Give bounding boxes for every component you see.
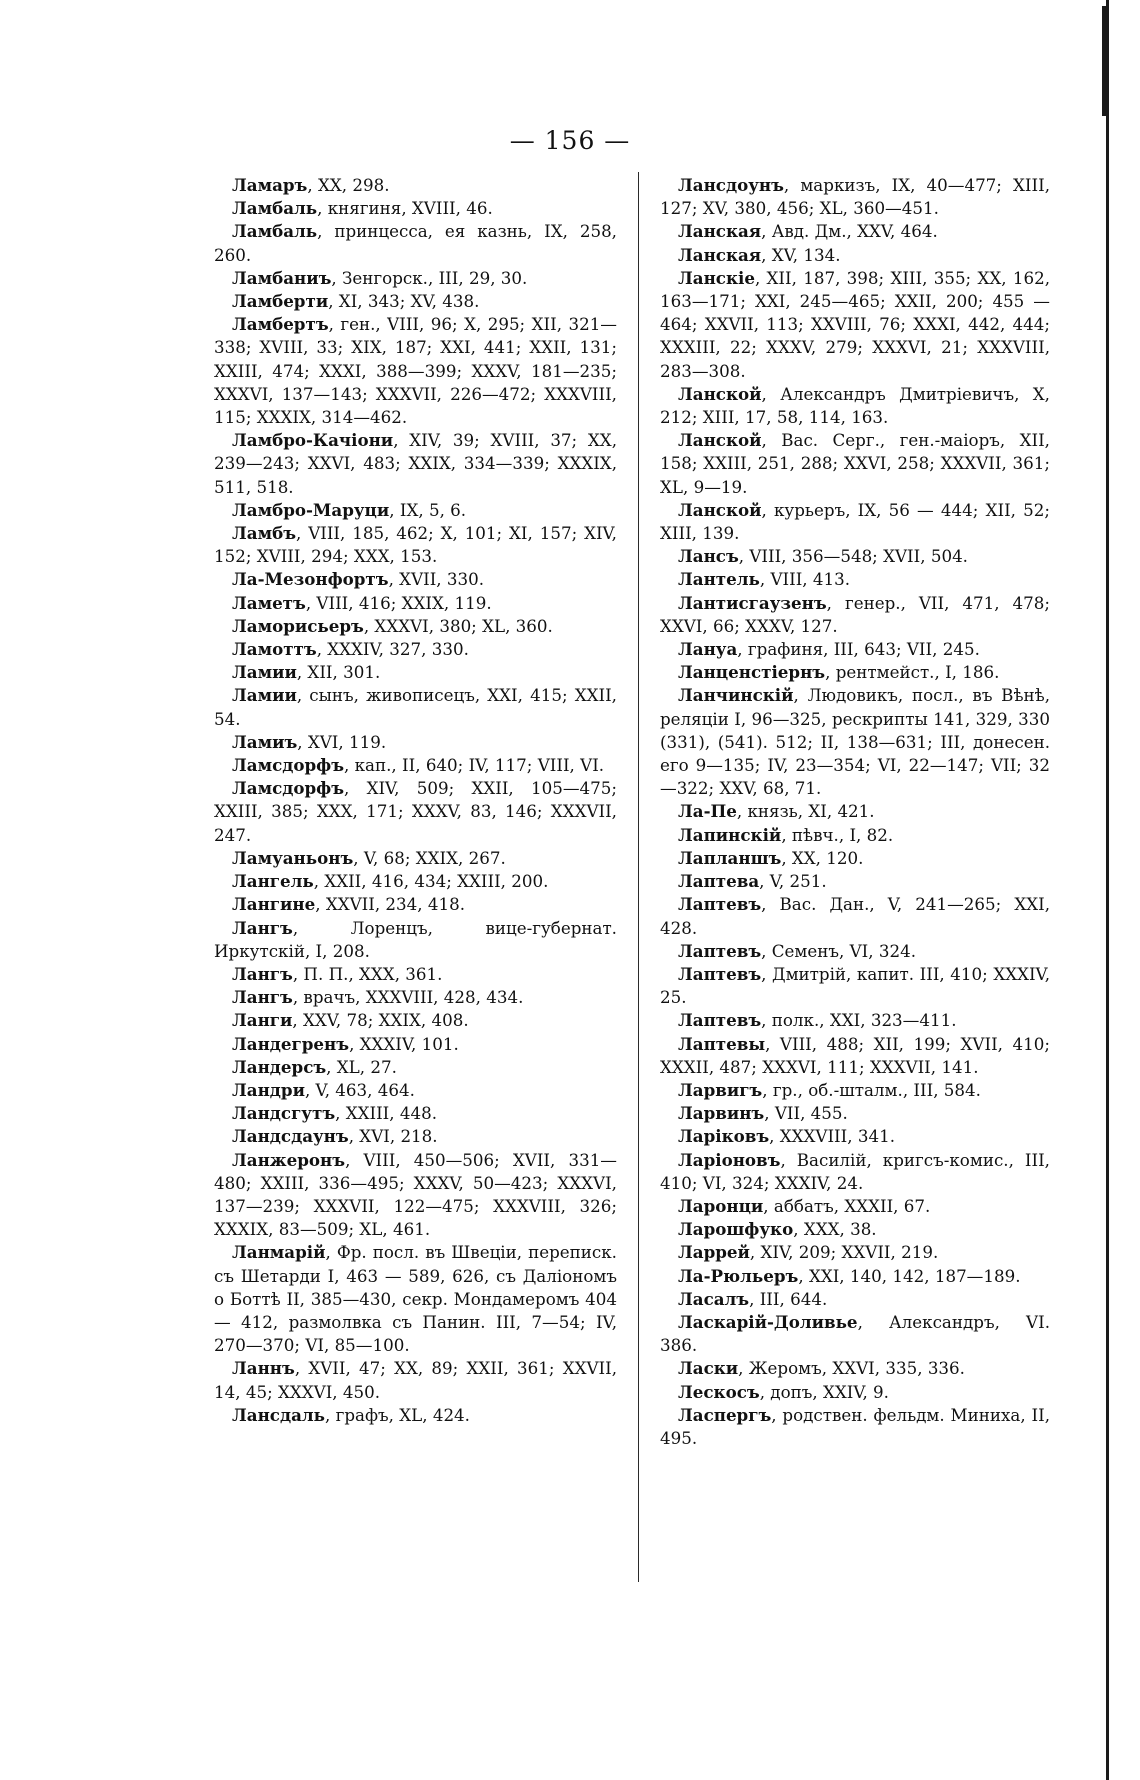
entry-references: , Авд. Дм., XXV, 464. (761, 221, 938, 242)
index-entry (660, 1102, 1050, 1125)
entry-headword: Ланской (678, 430, 762, 451)
index-entry (660, 800, 1050, 823)
entry-references: , ген., VIII, 96; X, 295; XII, 321—338; XVIII, 33; XIX, 187; XXI, 441; XXII, 131; XXIII, 474; XXXI, 388—399; XXXV, 181—235; XXXVI, 137—143; XXXVII, 226—472; XXXVIII, 115; XXXIX, 314—462. (214, 314, 617, 428)
entry-references: , Василій, кригсъ-комис., III, 410; VI, 324; XXXIV, 24. (660, 1149, 1050, 1193)
entry-references: , Семенъ, VI, 324. (761, 940, 917, 961)
index-entry (660, 383, 1050, 429)
entry-headword: Ламуаньонъ (232, 847, 354, 868)
entry-references: , XXVII, 234, 418. (315, 894, 466, 915)
entry-headword: Лескосъ (678, 1381, 760, 1402)
index-entry (660, 870, 1050, 893)
entry-headword: Лаптева (678, 871, 760, 892)
entry-references: , XXXIV, 327, 330. (316, 639, 469, 660)
index-entry (214, 197, 617, 220)
entry-headword: Ла-Пе (678, 801, 737, 822)
entry-references: , П. П., XXX, 361. (292, 963, 443, 984)
index-entry (214, 661, 617, 684)
entry-references: , XI, 343; XV, 438. (328, 291, 480, 312)
entry-references: , аббатъ, XXXII, 67. (763, 1195, 931, 1216)
entry-references: , Фр. посл. въ Швеціи, переписк. съ Шетарди I, 463 — 589, 626, съ Даліономъ о Боттѣ II, 385—430, секр. Мондамеромъ 404 — 412, размолвка съ Панин. III, 7—54; IV, 270—370; VI, 85—100. (214, 1242, 617, 1356)
entry-headword: Лангъ (232, 987, 293, 1008)
entry-references: , графъ, XL, 424. (324, 1404, 470, 1425)
entry-headword: Ланмарій (232, 1242, 326, 1263)
entry-references: , XXXIV, 101. (349, 1033, 459, 1054)
index-entry (660, 684, 1050, 800)
index-entry (660, 1241, 1050, 1264)
entry-headword: Лангине (232, 894, 316, 915)
entry-headword: Лаптевы (678, 1033, 766, 1054)
index-entry (660, 1149, 1050, 1195)
entry-references: , V, 463, 464. (304, 1079, 415, 1100)
entry-references: , XVI, 119. (297, 731, 387, 752)
index-entry (214, 777, 617, 847)
entry-headword: Лансдоунъ (678, 175, 784, 195)
entry-headword: Ламсдорфъ (232, 755, 344, 776)
entry-references: , XV, 134. (761, 244, 841, 265)
index-entry (660, 545, 1050, 568)
entry-references: , княгиня, XVIII, 46. (317, 198, 493, 219)
entry-references: , XIV, 209; XXVII, 219. (749, 1242, 939, 1263)
entry-references: , Александръ Дмитріевичъ, X, 212; XIII, 17, 58, 114, 163. (660, 383, 1050, 428)
index-entry (660, 568, 1050, 591)
index-entry (214, 893, 617, 916)
entry-headword: Ласпергъ (678, 1404, 772, 1425)
index-entry (660, 963, 1050, 1009)
index-entry (214, 568, 617, 591)
entry-references: , VIII, 416; XXIX, 119. (305, 592, 492, 613)
entry-references: , родствен. фельдм. Миниха, II, 495. (660, 1404, 1050, 1448)
entry-headword: Ларошфуко (678, 1219, 794, 1240)
entry-references: , VIII, 450—506; XVII, 331—480; XXIII, 336—495; XXXV, 50—423; XXXVI, 137—239; XXXVII, 122—475; XXXVIII, 326; XXXIX, 83—509; XL, 461. (214, 1149, 617, 1240)
entry-headword: Ландсдаунъ (232, 1126, 349, 1147)
entry-references: , VII, 455. (764, 1103, 848, 1124)
entry-references: , XXI, 140, 142, 187—189. (798, 1265, 1021, 1286)
entry-references: , XXXVI, 380; XL, 360. (363, 615, 553, 636)
index-entry (214, 638, 617, 661)
entry-references: , гр., об.-шталм., III, 584. (762, 1079, 981, 1100)
entry-headword: Ларвинъ (678, 1103, 765, 1124)
entry-headword: Лансдаль (232, 1404, 325, 1425)
entry-headword: Ларрей (678, 1242, 750, 1263)
index-entry (660, 661, 1050, 684)
index-entry (660, 267, 1050, 383)
entry-headword: Лантель (678, 569, 760, 590)
index-entry (214, 1241, 617, 1357)
entry-headword: Лангъ (232, 963, 293, 984)
entry-references: , XIV, 509; XXII, 105—475; XXIII, 385; XXX, 171; XXXV, 83, 146; XXXVII, 247. (214, 778, 617, 845)
entry-references: , VIII, 185, 462; X, 101; XI, 157; XIV, 152; XVIII, 294; XXX, 153. (214, 523, 617, 567)
entry-headword: Ланчинскій (678, 685, 794, 706)
entry-references: , курьеръ, IX, 56 — 444; XII, 52; XIII, 139. (660, 499, 1050, 544)
entry-headword: Ламбертъ (232, 314, 329, 335)
entry-headword: Лаптевъ (678, 940, 762, 961)
index-column-right (660, 174, 1050, 1450)
entry-headword: Ландри (232, 1079, 305, 1100)
index-entry (214, 754, 617, 777)
entry-headword: Лангель (232, 871, 314, 892)
entry-headword: Ламбъ (232, 523, 296, 544)
entry-references: , Лоренцъ, вице-губернат. Иркутскій, I, 208. (214, 917, 617, 961)
entry-references: , Александръ, VI. 386. (660, 1311, 1050, 1356)
entry-references: , Жеромъ, XXVI, 335, 336. (738, 1358, 965, 1379)
index-entry (660, 592, 1050, 638)
entry-references: , маркизъ, IX, 40—477; XIII, 127; XV, 380, 456; XL, 360—451. (660, 175, 1050, 219)
entry-headword: Лаптевъ (678, 1010, 762, 1031)
index-entry (214, 174, 617, 197)
index-entry (214, 1357, 617, 1403)
entry-headword: Ласкарій-Доливье (678, 1311, 858, 1332)
index-entry (660, 1311, 1050, 1357)
entry-references: , XII, 187, 398; XIII, 355; XX, 162, 163—171; XXI, 245—465; XXII, 200; 455 — 464; XXVII, 113; XXVIII, 76; XXXI, 442, 444; XXXIII, 22; XXXV, 279; XXXVI, 21; XXXVIII, 283—308. (660, 267, 1050, 381)
entry-headword: Ланценстіернъ (678, 662, 826, 683)
entry-references: , сынъ, живописецъ, XXI, 415; XXII, 54. (214, 685, 617, 729)
entry-references: , пѣвч., I, 82. (781, 824, 894, 845)
entry-headword: Ларвигъ (678, 1079, 763, 1100)
entry-references: , XXIII, 448. (335, 1103, 438, 1124)
entry-headword: Ланнъ (232, 1358, 295, 1379)
index-entry (660, 499, 1050, 545)
entry-references: , VIII, 413. (759, 569, 851, 590)
entry-headword: Лапланшъ (678, 847, 782, 868)
index-entry (660, 1265, 1050, 1288)
index-entry (660, 1195, 1050, 1218)
index-entry (214, 1079, 617, 1102)
entry-references: , XII, 301. (296, 662, 381, 683)
index-entry (214, 847, 617, 870)
index-column-left (214, 174, 617, 1427)
index-entry (660, 893, 1050, 939)
entry-references: , XX, 120. (781, 847, 864, 868)
entry-references: , Зенгорск., III, 29, 30. (331, 267, 528, 288)
entry-headword: Ламсдорфъ (232, 778, 344, 799)
index-entry (214, 522, 617, 568)
entry-headword: Ландерсъ (232, 1056, 327, 1077)
entry-references: , рентмейст., I, 186. (825, 662, 1000, 683)
index-entry (660, 1009, 1050, 1032)
index-entry (214, 1009, 617, 1032)
index-entry (660, 1288, 1050, 1311)
entry-headword: Ламорисьеръ (232, 615, 364, 636)
index-entry (214, 1056, 617, 1079)
entry-references: , XIV, 39; XVIII, 37; XX, 239—243; XXVI, 483; XXIX, 334—339; XXXIX, 511, 518. (214, 430, 617, 497)
index-entry (214, 220, 617, 266)
index-entry (214, 963, 617, 986)
entry-references: , графиня, III, 643; VII, 245. (737, 639, 980, 660)
entry-headword: Ла-Рюльеръ (678, 1265, 799, 1286)
index-entry (660, 940, 1050, 963)
entry-headword: Ламии (232, 662, 297, 683)
entry-references: , XVII, 47; XX, 89; XXII, 361; XXVII, 14, 45; XXXVI, 450. (214, 1358, 617, 1402)
index-entry (660, 244, 1050, 267)
entry-headword: Ларонци (678, 1195, 764, 1216)
entry-references: , III, 644. (749, 1288, 828, 1309)
index-entry (214, 499, 617, 522)
page-number: — 156 — (509, 126, 631, 155)
entry-references: , XXII, 416, 434; XXIII, 200. (313, 871, 549, 892)
index-entry (214, 615, 617, 638)
entry-references: , V, 68; XXIX, 267. (353, 847, 506, 868)
entry-headword: Лаптевъ (678, 894, 762, 915)
entry-headword: Ламоттъ (232, 639, 317, 660)
entry-references: , XXXVIII, 341. (769, 1126, 895, 1147)
entry-headword: Ланской (678, 499, 762, 520)
index-entry (214, 684, 617, 730)
entry-references: , Вас. Дан., V, 241—265; XXI, 428. (660, 894, 1050, 938)
index-entry (214, 313, 617, 429)
index-entry (660, 1404, 1050, 1450)
index-entry (214, 1404, 617, 1427)
entry-headword: Ланскіе (678, 267, 755, 288)
entry-references: , XXX, 38. (793, 1219, 877, 1240)
entry-references: , VIII, 356—548; XVII, 504. (738, 546, 968, 567)
entry-references: , Людовикъ, посл., въ Вѣнѣ, реляціи I, 96—325, рескрипты 141, 329, 330 (331), (541). 512; II, 138—631; III, донесен. его 9—135; IV, 23—354; VI, 22—147; VII; 32—322; XXV, 68, 71. (660, 685, 1050, 799)
index-entry (660, 847, 1050, 870)
entry-headword: Ларіковъ (678, 1126, 770, 1147)
entry-references: , Дмитрій, капит. III, 410; XXXIV, 25. (660, 963, 1050, 1008)
entry-headword: Ламбаль (232, 198, 318, 219)
index-entry (214, 1149, 617, 1242)
index-entry (660, 1218, 1050, 1241)
index-entry (660, 1079, 1050, 1102)
entry-references: , VIII, 488; XII, 199; XVII, 410; XXXII, 487; XXXVI, 111; XXXVII, 141. (660, 1033, 1050, 1077)
index-entry (214, 731, 617, 754)
index-entry (214, 1125, 617, 1148)
entry-references: , допъ, XXIV, 9. (759, 1381, 889, 1402)
entry-headword: Ланжеронъ (232, 1149, 346, 1170)
entry-headword: Ламетъ (232, 592, 306, 613)
entry-headword: Ламаръ (232, 175, 308, 195)
entry-headword: Лануа (678, 639, 738, 660)
index-entry (214, 1033, 617, 1056)
entry-references: , генер., VII, 471, 478; XXVI, 66; XXXV, 127. (660, 592, 1050, 636)
index-entry (214, 870, 617, 893)
entry-headword: Лангъ (232, 917, 293, 938)
entry-references: , XVI, 218. (348, 1126, 438, 1147)
entry-headword: Ласалъ (678, 1288, 750, 1309)
entry-references: , IX, 5, 6. (389, 499, 467, 520)
index-entry (214, 1102, 617, 1125)
entry-headword: Ланги (232, 1010, 293, 1031)
entry-headword: Ламиъ (232, 731, 298, 752)
entry-headword: Ламбаниъ (232, 267, 332, 288)
entry-references: , полк., XXI, 323—411. (761, 1010, 957, 1031)
entry-headword: Ла-Мезонфортъ (232, 569, 389, 590)
column-divider (638, 172, 639, 1582)
entry-references: , Вас. Серг., ген.-маіоръ, XII, 158; XXIII, 251, 288; XXVI, 258; XXXVII, 361; XL, 9—19. (660, 430, 1050, 497)
entry-headword: Ламбро-Качіони (232, 430, 394, 451)
index-entry (214, 429, 617, 499)
index-entry (214, 917, 617, 963)
entry-references: , XVII, 330. (388, 569, 485, 590)
entry-references: , князь, XI, 421. (736, 801, 875, 822)
entry-headword: Лантисгаузенъ (678, 592, 827, 613)
binding-edge-mark (1102, 6, 1108, 116)
entry-references: , врачъ, XXXVIII, 428, 434. (292, 987, 524, 1008)
entry-headword: Ланская (678, 244, 762, 265)
entry-headword: Ламбро-Маруци (232, 499, 390, 520)
index-entry (214, 267, 617, 290)
index-entry (660, 429, 1050, 499)
entry-references: , XX, 298. (307, 175, 390, 195)
index-entry (214, 986, 617, 1009)
entry-headword: Ламберти (232, 291, 329, 312)
entry-references: , принцесса, ея казнь, IX, 258, 260. (214, 221, 617, 265)
index-entry (660, 220, 1050, 243)
entry-references: , XL, 27. (326, 1056, 397, 1077)
entry-references: , XXV, 78; XXIX, 408. (292, 1010, 469, 1031)
entry-headword: Лаптевъ (678, 963, 762, 984)
index-entry (660, 1357, 1050, 1380)
index-entry (660, 638, 1050, 661)
entry-references: , кап., II, 640; IV, 117; VIII, VI. (344, 755, 605, 776)
index-entry (214, 290, 617, 313)
entry-headword: Ланской (678, 383, 762, 404)
index-entry (660, 1033, 1050, 1079)
index-entry (214, 592, 617, 615)
entry-references: , V, 251. (759, 871, 827, 892)
entry-headword: Лансъ (678, 546, 739, 567)
entry-headword: Ласки (678, 1358, 739, 1379)
entry-headword: Ланская (678, 221, 762, 242)
entry-headword: Ламии (232, 685, 297, 706)
entry-headword: Лапинскій (678, 824, 782, 845)
entry-headword: Ландегренъ (232, 1033, 350, 1054)
index-entry (660, 824, 1050, 847)
entry-headword: Ламбаль (232, 221, 318, 242)
index-entry (660, 174, 1050, 220)
entry-headword: Ландсгутъ (232, 1103, 336, 1124)
binding-edge-line (1106, 0, 1109, 1780)
index-entry (660, 1381, 1050, 1404)
entry-headword: Ларіоновъ (678, 1149, 781, 1170)
index-entry (660, 1125, 1050, 1148)
